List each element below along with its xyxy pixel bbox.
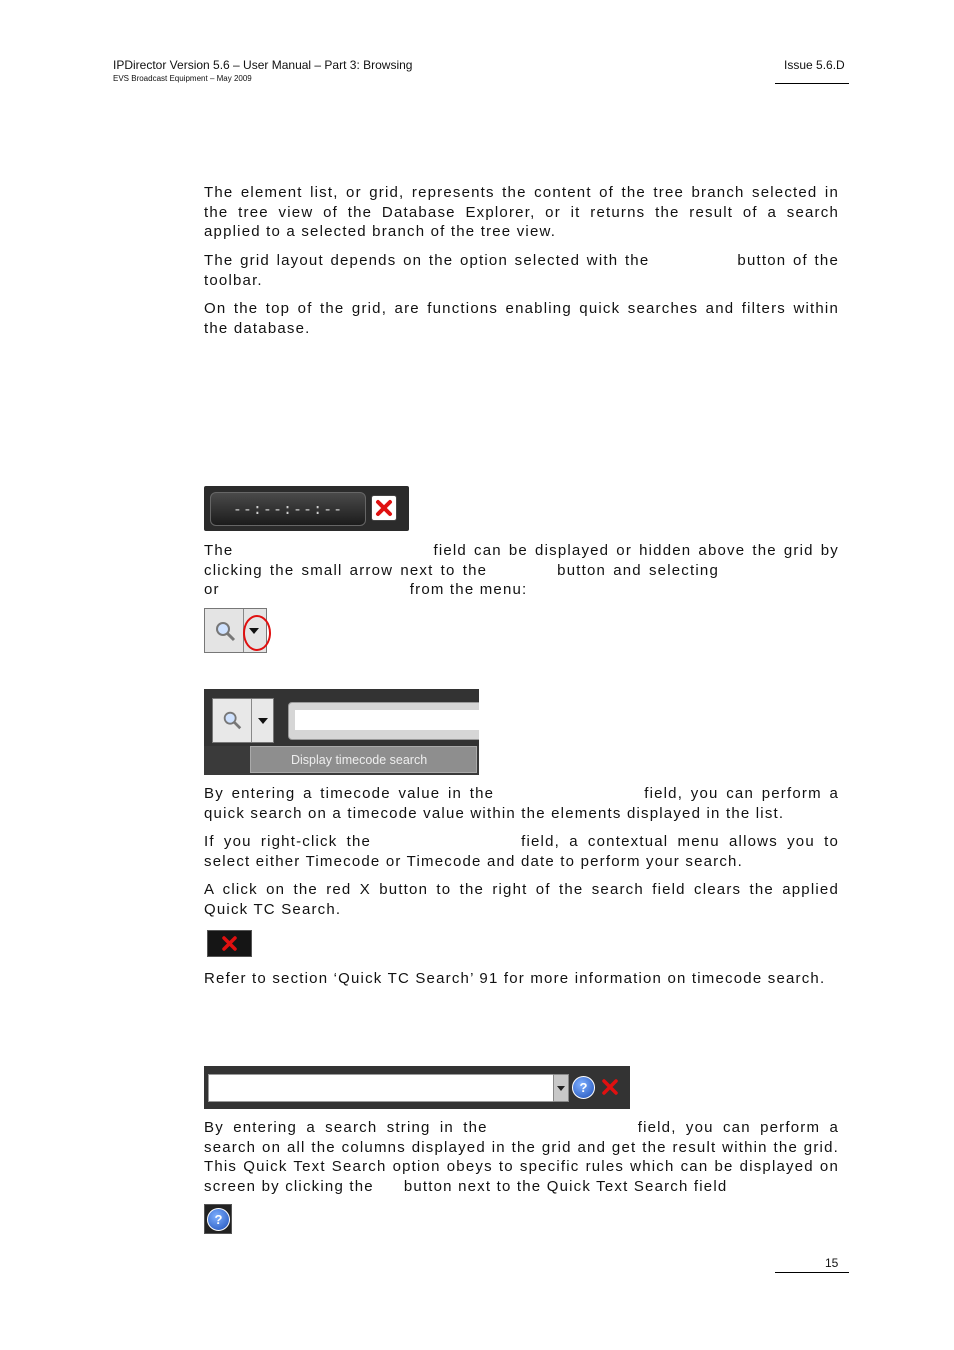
paragraph-right-click [204,832,839,871]
text-segment: button and selecting [557,561,719,579]
header-issue: Issue 5.6.D [784,58,845,72]
paragraph-element-list: The element list, or grid, represents the content of the tree branch selected in the tree view of the Database Explorer, or it returns the result of a search applied to a selected branch of the tree view. [204,184,839,240]
tc-search-field-image [204,486,409,531]
paragraph-refer-section: Refer to section ‘Quick TC Search’ 91 for more information on timecode search. [204,970,826,987]
header-subtitle: EVS Broadcast Equipment – May 2009 [113,74,252,83]
paragraph-quick-text-search [204,1118,839,1196]
text-segment: field, a contextual menu allows you to select either Timecode or Timecode and date to perform your search. [204,833,839,870]
text-segment: button next to the Quick Text Search field [403,1177,728,1195]
dropdown-button[interactable] [553,1074,569,1102]
text-segment: If you right-click the [204,833,372,850]
button-divider [251,699,252,742]
paragraph-red-x: A click on the red X button to the right of the search field clears the applied Quick TC Search. [204,881,839,918]
page-number: 15 [825,1256,839,1270]
search-field[interactable] [288,702,479,740]
help-button-image[interactable] [204,1204,232,1234]
search-input[interactable] [295,710,479,730]
search-icon [221,709,243,731]
help-icon: ? [207,1208,230,1231]
quick-text-search-input[interactable] [208,1074,568,1102]
text-segment: By entering a search string in the [204,1119,488,1136]
text-segment: or [204,581,220,598]
text-segment: field, you can perform a quick search on a timecode value within the elements displayed in the list. [204,785,840,822]
text-segment: The [204,542,234,559]
text-segment: field, you can perform a search on all the columns displayed in the grid and get the result within the grid. This Quick Text Search option obeys to specific rules which can be displayed on screen by clicking the [204,1119,839,1195]
search-icon [213,619,237,643]
clear-button-image[interactable] [207,930,252,957]
close-icon [372,496,396,520]
header-title: IPDirector Version 5.6 – User Manual – Part 3: Browsing [113,58,413,72]
text-segment: button of the toolbar. [204,252,839,289]
paragraph-quick-searches: On the top of the grid, are functions enabling quick searches and filters within the database. [204,300,839,337]
text-segment: The grid layout depends on the option selected with the [204,252,650,269]
paragraph-timecode-value [204,784,839,823]
close-icon[interactable] [600,1077,620,1097]
menu-item-display-timecode-search[interactable]: Display timecode search [250,746,477,773]
highlight-circle [243,615,271,651]
clear-tc-button[interactable] [371,495,397,521]
quick-text-search-image [204,1066,630,1109]
text-segment: By entering a timecode value in the [204,785,495,802]
paragraph-grid-layout [204,251,839,290]
chevron-down-icon[interactable] [257,716,269,726]
tc-search-input[interactable]: --:--:--:-- [210,492,366,526]
search-button[interactable] [212,698,274,743]
help-icon[interactable]: ? [572,1076,595,1099]
search-dropdown-button-image[interactable] [204,608,267,653]
footer-rule [775,1272,849,1273]
text-segment: field can be displayed or hidden above the grid by clicking the small arrow next to the [204,542,839,579]
text-segment: from the menu: [409,581,528,598]
close-icon [221,935,238,952]
header-rule [775,83,849,84]
paragraph-display-tc [204,541,839,600]
display-tc-menu-image [204,689,479,775]
chevron-down-icon [556,1085,566,1092]
